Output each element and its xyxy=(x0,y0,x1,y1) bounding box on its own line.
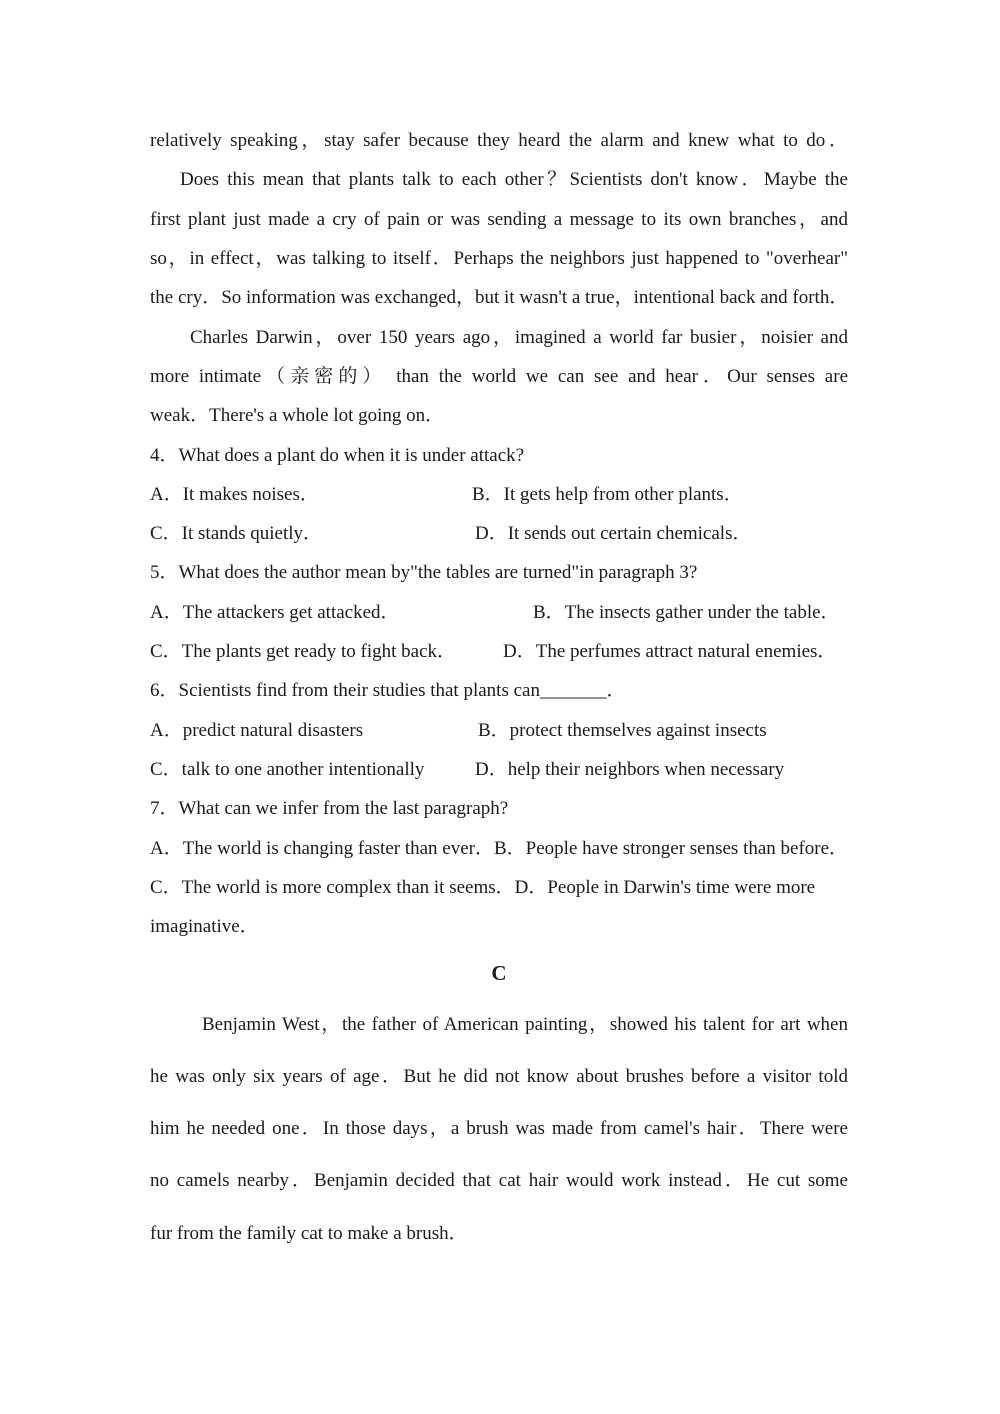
question-line: 5．What does the author mean by"the tables are turned"in paragraph 3? xyxy=(150,562,698,584)
paragraph-line: C．The world is more complex than it seems．D．People in Darwin's time were more xyxy=(150,876,816,898)
option-left: C．talk to one another intentionally xyxy=(150,759,425,780)
question-line: 4．What does a plant do when it is under attack? xyxy=(150,444,525,466)
paragraph-line: first plant just made a cry of pain or was sending a message to its own branches，and xyxy=(150,208,848,230)
option-left: A．It makes noises． xyxy=(150,483,319,505)
paragraph-line: Does this mean that plants talk to each other？Scientists don't know．Maybe the xyxy=(180,169,848,191)
question-line: 6．Scientists find from their studies that plants can_______． xyxy=(150,680,626,702)
paragraph-line: more intimate（亲密的） than the world we can see and hear．Our senses are xyxy=(150,365,848,387)
paragraph-line: he was only six years of age．But he did not know about brushes before a visitor told xyxy=(150,1065,848,1087)
option-left: A．predict natural disasters xyxy=(150,719,364,741)
option-right: B．protect themselves against insects xyxy=(478,719,767,741)
option-row xyxy=(150,632,848,671)
option-right: B．It gets help from other plants． xyxy=(472,483,743,505)
paragraph-line: no camels nearby．Benjamin decided that cat hair would work instead．He cut some xyxy=(150,1170,848,1192)
section-heading: C xyxy=(491,960,507,985)
paragraph-line: imaginative． xyxy=(150,916,259,938)
option-right: D．help their neighbors when necessary xyxy=(475,759,785,780)
paragraph-line: Charles Darwin，over 150 years ago，imagined a world far busier，noisier and xyxy=(190,326,848,348)
option-right: B．The insects gather under the table． xyxy=(533,601,840,623)
paragraph-line: so，in effect，was talking to itself．Perhaps the neighbors just happened to "overhear" xyxy=(150,247,848,269)
paragraph-line: Benjamin West，the father of American painting，showed his talent for art when xyxy=(202,1013,848,1035)
option-left: C．It stands quietly． xyxy=(150,523,323,545)
paragraph-line: weak．There's a whole lot going on． xyxy=(150,405,445,427)
paragraph-line: fur from the family cat to make a brush． xyxy=(150,1222,468,1244)
option-row xyxy=(150,711,848,750)
paragraph-line: him he needed one．In those days，a brush was made from camel's hair．There were xyxy=(150,1118,848,1140)
paragraph-line: the cry．So information was exchanged，but it wasn't a true，intentional back and forth． xyxy=(150,287,849,309)
option-row xyxy=(150,593,848,632)
paragraph-line: A．The world is changing faster than ever．B．People have stronger senses than before． xyxy=(150,837,849,859)
option-row xyxy=(150,514,848,553)
option-row xyxy=(150,750,848,789)
option-row xyxy=(150,475,848,514)
option-right: D．It sends out certain chemicals． xyxy=(475,523,752,545)
paragraph-line: relatively speaking，stay safer because they heard the alarm and knew what to do． xyxy=(150,130,848,151)
option-right: D．The perfumes attract natural enemies． xyxy=(503,641,837,663)
option-left: C．The plants get ready to fight back． xyxy=(150,641,457,663)
question-line: 7．What can we infer from the last paragraph? xyxy=(150,798,509,820)
option-left: A．The attackers get attacked． xyxy=(150,601,400,623)
document-content xyxy=(150,121,848,1260)
